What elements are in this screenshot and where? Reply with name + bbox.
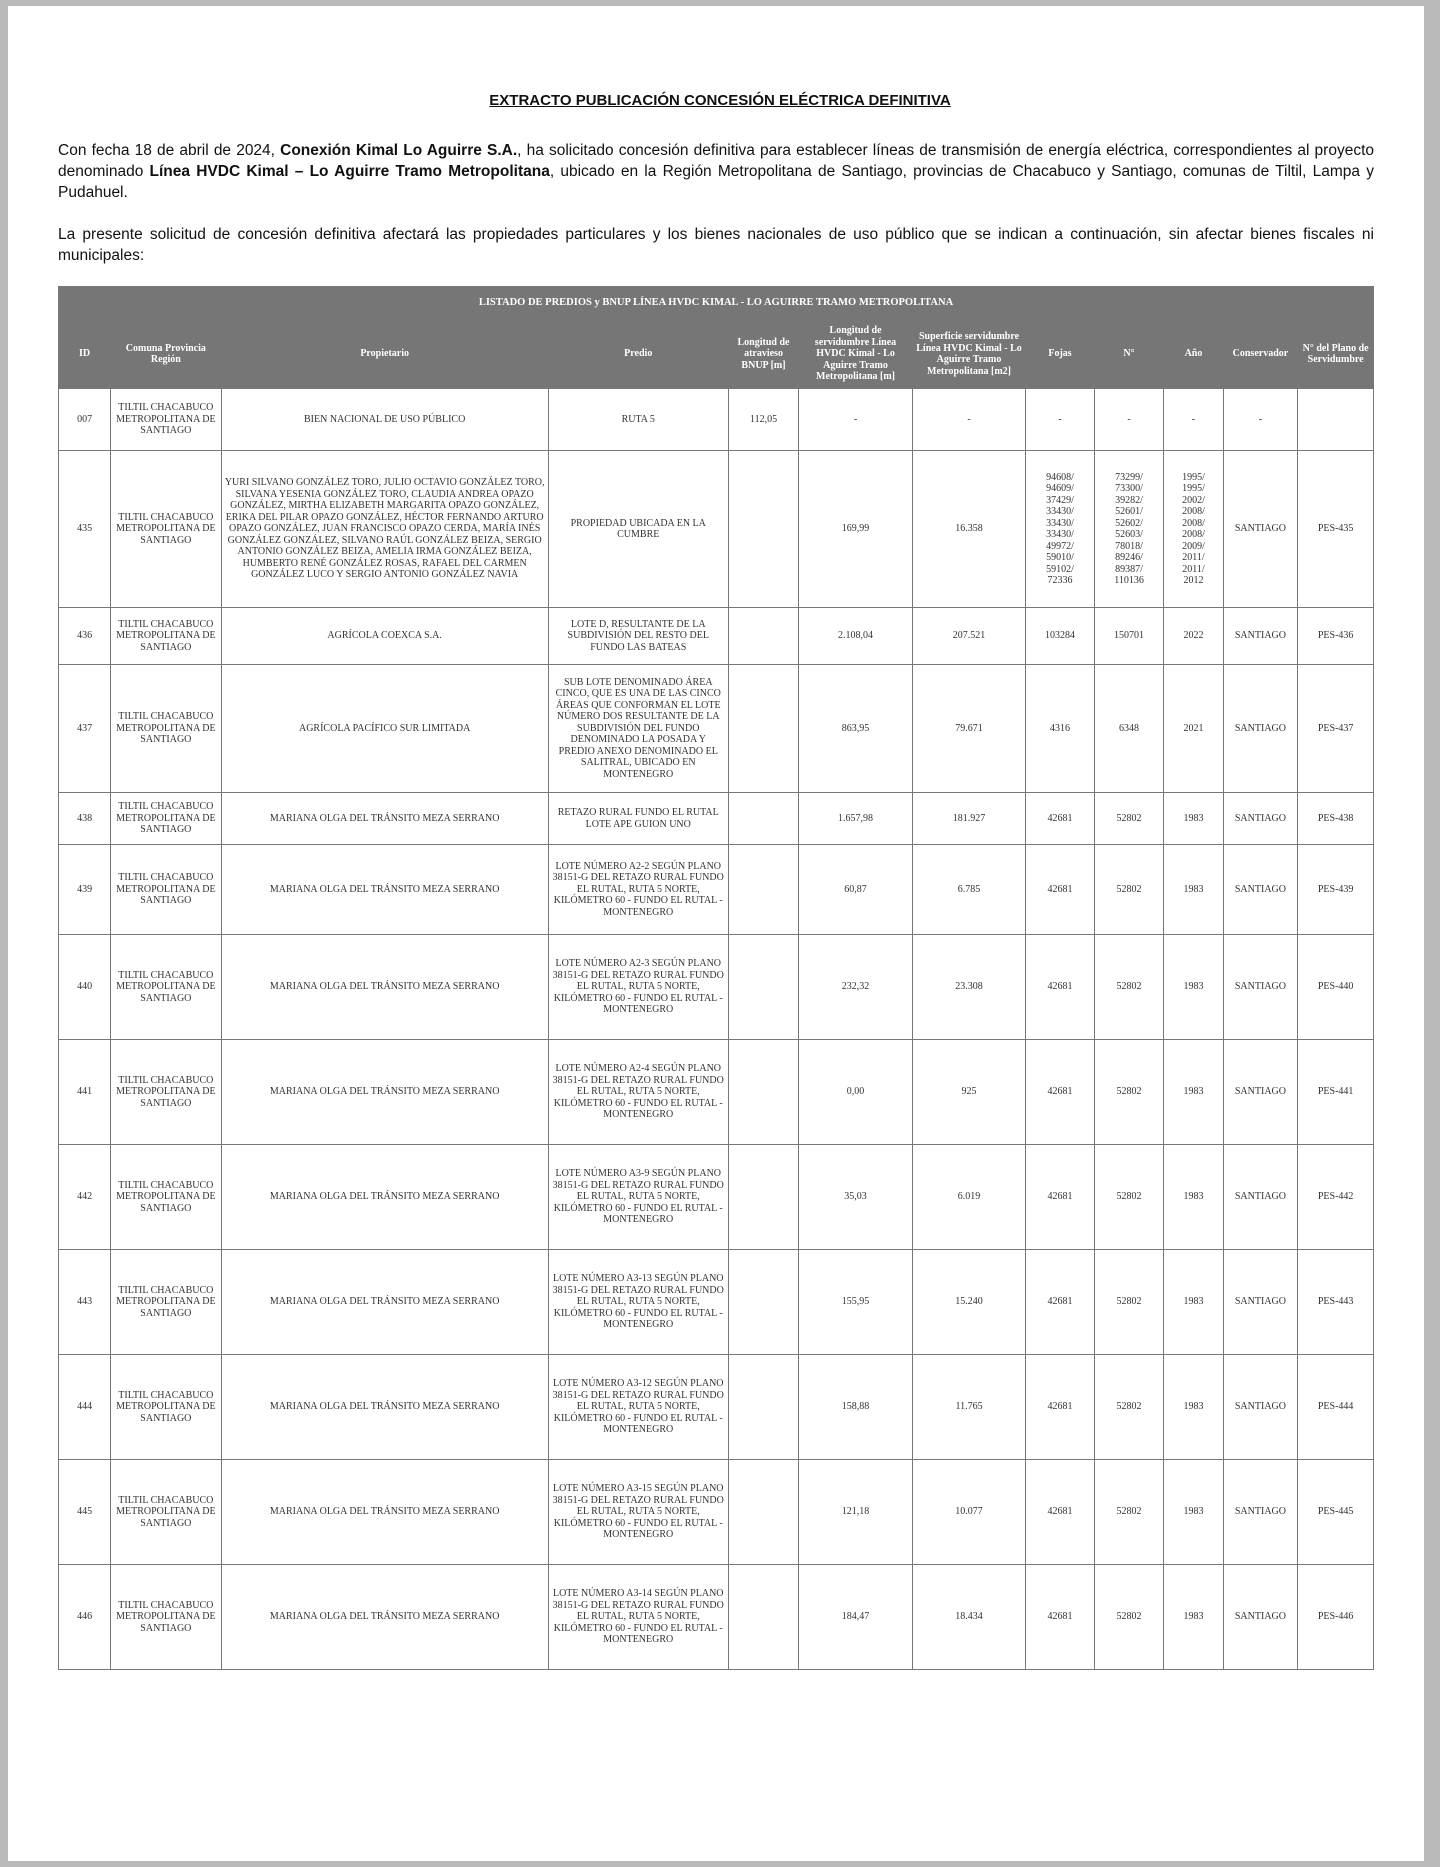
cell-numero: 73299/ 73300/ 39282/ 52601/ 52602/ 52603/ 78018/ 89246/ 89387/ 110136	[1094, 451, 1164, 608]
cell-anio: 1995/ 1995/ 2002/ 2008/ 2008/ 2008/ 2009/ 2011/ 2011/ 2012	[1164, 451, 1223, 608]
cell-superficie: 6.019	[912, 1145, 1026, 1250]
cell-comuna: TILTIL CHACABUCO METROPOLITANA DE SANTIAGO	[111, 451, 221, 608]
cell-longitud-bnup: 112,05	[728, 389, 799, 451]
cell-conservador: SANTIAGO	[1223, 1250, 1298, 1355]
cell-propietario: MARIANA OLGA DEL TRÁNSITO MEZA SERRANO	[221, 1460, 548, 1565]
cell-plano: PES-444	[1298, 1355, 1374, 1460]
cell-longitud-bnup	[728, 845, 799, 935]
company-name: Conexión Kimal Lo Aguirre S.A.	[280, 142, 518, 159]
cell-superficie: 10.077	[912, 1460, 1026, 1565]
cell-id: 446	[59, 1565, 111, 1670]
cell-longitud-bnup	[728, 451, 799, 608]
cell-conservador: SANTIAGO	[1223, 1355, 1298, 1460]
cell-superficie: 207.521	[912, 608, 1026, 665]
cell-numero: 150701	[1094, 608, 1164, 665]
cell-conservador: SANTIAGO	[1223, 935, 1298, 1040]
cell-fojas: 42681	[1026, 1145, 1095, 1250]
cell-superficie: 181.927	[912, 793, 1026, 845]
header-longitud-bnup: Longitud de atravieso BNUP [m]	[728, 320, 799, 389]
table-row	[59, 935, 1374, 1040]
table-row	[59, 1250, 1374, 1355]
cell-anio: -	[1164, 389, 1223, 451]
cell-anio: 1983	[1164, 1250, 1223, 1355]
cell-anio: 2022	[1164, 608, 1223, 665]
cell-propietario: MARIANA OLGA DEL TRÁNSITO MEZA SERRANO	[221, 1250, 548, 1355]
cell-propietario: MARIANA OLGA DEL TRÁNSITO MEZA SERRANO	[221, 1355, 548, 1460]
cell-superficie: 11.765	[912, 1355, 1026, 1460]
cell-predio: LOTE D, RESULTANTE DE LA SUBDIVISIÓN DEL RESTO DEL FUNDO LAS BATEAS	[548, 608, 728, 665]
cell-numero: 52802	[1094, 1040, 1164, 1145]
header-id: ID	[59, 320, 111, 389]
cell-propietario: MARIANA OLGA DEL TRÁNSITO MEZA SERRANO	[221, 845, 548, 935]
document-title: EXTRACTO PUBLICACIÓN CONCESIÓN ELÉCTRICA DEFINITIVA	[489, 92, 951, 109]
cell-predio: LOTE NÚMERO A3-12 SEGÚN PLANO 38151-G DEL RETAZO RURAL FUNDO EL RUTAL, RUTA 5 NORTE, KILÓMETRO 60 - FUNDO EL RUTAL - MONTENEGRO	[548, 1355, 728, 1460]
cell-plano: PES-441	[1298, 1040, 1374, 1145]
cell-id: 436	[59, 608, 111, 665]
cell-plano: PES-442	[1298, 1145, 1374, 1250]
cell-comuna: TILTIL CHACABUCO METROPOLITANA DE SANTIAGO	[111, 1460, 221, 1565]
cell-fojas: 42681	[1026, 1250, 1095, 1355]
cell-numero: 52802	[1094, 935, 1164, 1040]
cell-comuna: TILTIL CHACABUCO METROPOLITANA DE SANTIAGO	[111, 1250, 221, 1355]
cell-superficie: 6.785	[912, 845, 1026, 935]
cell-longitud-bnup	[728, 1040, 799, 1145]
cell-anio: 1983	[1164, 845, 1223, 935]
project-name: Línea HVDC Kimal – Lo Aguirre Tramo Metropolitana	[149, 163, 550, 180]
cell-id: 437	[59, 665, 111, 793]
cell-conservador: SANTIAGO	[1223, 1460, 1298, 1565]
table-row	[59, 1355, 1374, 1460]
cell-comuna: TILTIL CHACABUCO METROPOLITANA DE SANTIAGO	[111, 1145, 221, 1250]
cell-propietario: MARIANA OLGA DEL TRÁNSITO MEZA SERRANO	[221, 793, 548, 845]
cell-fojas: 94608/ 94609/ 37429/ 33430/ 33430/ 33430/ 49972/ 59010/ 59102/ 72336	[1026, 451, 1095, 608]
cell-anio: 1983	[1164, 1145, 1223, 1250]
table-row	[59, 1460, 1374, 1565]
cell-predio: LOTE NÚMERO A3-15 SEGÚN PLANO 38151-G DEL RETAZO RURAL FUNDO EL RUTAL, RUTA 5 NORTE, KILÓMETRO 60 - FUNDO EL RUTAL - MONTENEGRO	[548, 1460, 728, 1565]
cell-anio: 1983	[1164, 1040, 1223, 1145]
cell-plano: PES-439	[1298, 845, 1374, 935]
cell-longitud-bnup	[728, 935, 799, 1040]
cell-predio: LOTE NÚMERO A2-3 SEGÚN PLANO 38151-G DEL RETAZO RURAL FUNDO EL RUTAL, RUTA 5 NORTE, KILÓMETRO 60 - FUNDO EL RUTAL - MONTENEGRO	[548, 935, 728, 1040]
intro-paragraph	[58, 140, 1374, 203]
cell-id: 443	[59, 1250, 111, 1355]
cell-superficie: 15.240	[912, 1250, 1026, 1355]
cell-longitud-bnup	[728, 608, 799, 665]
cell-conservador: SANTIAGO	[1223, 845, 1298, 935]
cell-fojas: -	[1026, 389, 1095, 451]
cell-propietario: YURI SILVANO GONZÁLEZ TORO, JULIO OCTAVIO GONZÁLEZ TORO, SILVANA YESENIA GONZÁLEZ TORO, CLAUDIA ANDREA OPAZO GONZÁLEZ, MIRTHA ELIZABETH MARGARITA OPAZO GONZÁLEZ, ERIKA DEL PILAR OPAZO GONZÁLEZ, HÉCTOR FERNANDO ARTURO OPAZO GONZÁLEZ, JUAN FRANCISCO OPAZO CERDA, MARÍA INÉS GONZÁLEZ GONZÁLEZ, SILVANO RAÚL GONZÁLEZ BEIZA, SERGIO ANTONIO GONZÁLEZ BEIZA, AMELIA IRMA GONZÁLEZ BEIZA, HUMBERTO RENÉ GONZÁLEZ ROSAS, RAFAEL DEL CARMEN GONZÁLEZ LUCO Y SERGIO ANTONIO GONZÁLEZ NAVIA	[221, 451, 548, 608]
cell-superficie: 16.358	[912, 451, 1026, 608]
cell-predio: SUB LOTE DENOMINADO ÁREA CINCO, QUE ES UNA DE LAS CINCO ÁREAS QUE CONFORMAN EL LOTE NÚMERO DOS RESULTANTE DE LA SUBDIVISIÓN DEL FUNDO DENOMINADO LA POSADA Y PREDIO ANEXO DENOMINADO EL SALITRAL, UBICADO EN MONTENEGRO	[548, 665, 728, 793]
cell-longitud-bnup	[728, 665, 799, 793]
cell-propietario: AGRÍCOLA COEXCA S.A.	[221, 608, 548, 665]
cell-comuna: TILTIL CHACABUCO METROPOLITANA DE SANTIAGO	[111, 389, 221, 451]
header-conservador: Conservador	[1223, 320, 1298, 389]
table-row	[59, 1145, 1374, 1250]
cell-longitud-servidumbre: 0,00	[799, 1040, 913, 1145]
cell-predio: RUTA 5	[548, 389, 728, 451]
cell-propietario: AGRÍCOLA PACÍFICO SUR LIMITADA	[221, 665, 548, 793]
table-title: LISTADO DE PREDIOS y BNUP LÍNEA HVDC KIMAL - LO AGUIRRE TRAMO METROPOLITANA	[59, 287, 1374, 320]
cell-numero: 52802	[1094, 793, 1164, 845]
cell-longitud-servidumbre: 863,95	[799, 665, 913, 793]
cell-conservador: SANTIAGO	[1223, 1145, 1298, 1250]
cell-conservador: SANTIAGO	[1223, 608, 1298, 665]
cell-longitud-servidumbre: 158,88	[799, 1355, 913, 1460]
cell-predio: PROPIEDAD UBICADA EN LA CUMBRE	[548, 451, 728, 608]
cell-comuna: TILTIL CHACABUCO METROPOLITANA DE SANTIAGO	[111, 608, 221, 665]
table-row	[59, 845, 1374, 935]
cell-id: 444	[59, 1355, 111, 1460]
cell-id: 007	[59, 389, 111, 451]
cell-anio: 1983	[1164, 793, 1223, 845]
scope-paragraph: La presente solicitud de concesión definitiva afectará las propiedades particulares y los bienes nacionales de uso público que se indican a continuación, sin afectar bienes fiscales ni municipales:	[58, 226, 1374, 264]
cell-id: 438	[59, 793, 111, 845]
cell-fojas: 103284	[1026, 608, 1095, 665]
cell-numero: 52802	[1094, 1145, 1164, 1250]
cell-fojas: 42681	[1026, 935, 1095, 1040]
cell-superficie: 18.434	[912, 1565, 1026, 1670]
cell-propietario: MARIANA OLGA DEL TRÁNSITO MEZA SERRANO	[221, 1145, 548, 1250]
cell-comuna: TILTIL CHACABUCO METROPOLITANA DE SANTIAGO	[111, 1040, 221, 1145]
cell-propietario: MARIANA OLGA DEL TRÁNSITO MEZA SERRANO	[221, 935, 548, 1040]
cell-plano: PES-445	[1298, 1460, 1374, 1565]
cell-comuna: TILTIL CHACABUCO METROPOLITANA DE SANTIAGO	[111, 1355, 221, 1460]
cell-id: 440	[59, 935, 111, 1040]
cell-conservador: SANTIAGO	[1223, 1565, 1298, 1670]
cell-longitud-servidumbre: 35,03	[799, 1145, 913, 1250]
cell-superficie: 79.671	[912, 665, 1026, 793]
cell-numero: 52802	[1094, 1355, 1164, 1460]
cell-propietario: MARIANA OLGA DEL TRÁNSITO MEZA SERRANO	[221, 1040, 548, 1145]
cell-superficie: -	[912, 389, 1026, 451]
cell-predio: RETAZO RURAL FUNDO EL RUTAL LOTE APE GUION UNO	[548, 793, 728, 845]
table-row	[59, 608, 1374, 665]
cell-comuna: TILTIL CHACABUCO METROPOLITANA DE SANTIAGO	[111, 935, 221, 1040]
cell-longitud-servidumbre: 155,95	[799, 1250, 913, 1355]
table-row	[59, 389, 1374, 451]
cell-longitud-bnup	[728, 1355, 799, 1460]
cell-longitud-servidumbre: 2.108,04	[799, 608, 913, 665]
cell-id: 445	[59, 1460, 111, 1565]
cell-fojas: 42681	[1026, 1460, 1095, 1565]
cell-comuna: TILTIL CHACABUCO METROPOLITANA DE SANTIAGO	[111, 1565, 221, 1670]
cell-anio: 1983	[1164, 1355, 1223, 1460]
cell-superficie: 23.308	[912, 935, 1026, 1040]
cell-superficie: 925	[912, 1040, 1026, 1145]
cell-conservador: SANTIAGO	[1223, 793, 1298, 845]
cell-longitud-servidumbre: -	[799, 389, 913, 451]
cell-plano: PES-437	[1298, 665, 1374, 793]
cell-longitud-bnup	[728, 1565, 799, 1670]
table-row	[59, 451, 1374, 608]
cell-longitud-bnup	[728, 1460, 799, 1565]
cell-anio: 1983	[1164, 1460, 1223, 1565]
cell-fojas: 42681	[1026, 845, 1095, 935]
header-plano: N° del Plano de Servidumbre	[1298, 320, 1374, 389]
cell-anio: 1983	[1164, 935, 1223, 1040]
cell-numero: 6348	[1094, 665, 1164, 793]
header-comuna: Comuna Provincia Región	[111, 320, 221, 389]
cell-fojas: 42681	[1026, 1565, 1095, 1670]
cell-plano: PES-436	[1298, 608, 1374, 665]
cell-conservador: SANTIAGO	[1223, 665, 1298, 793]
cell-comuna: TILTIL CHACABUCO METROPOLITANA DE SANTIAGO	[111, 845, 221, 935]
cell-longitud-bnup	[728, 1145, 799, 1250]
cell-longitud-servidumbre: 60,87	[799, 845, 913, 935]
cell-longitud-servidumbre: 169,99	[799, 451, 913, 608]
cell-plano: PES-440	[1298, 935, 1374, 1040]
cell-predio: LOTE NÚMERO A2-2 SEGÚN PLANO 38151-G DEL RETAZO RURAL FUNDO EL RUTAL, RUTA 5 NORTE, KILÓMETRO 60 - FUNDO EL RUTAL - MONTENEGRO	[548, 845, 728, 935]
cell-plano	[1298, 389, 1374, 451]
cell-id: 442	[59, 1145, 111, 1250]
cell-conservador: -	[1223, 389, 1298, 451]
header-numero: N°	[1094, 320, 1164, 389]
cell-predio: LOTE NÚMERO A3-9 SEGÚN PLANO 38151-G DEL RETAZO RURAL FUNDO EL RUTAL, RUTA 5 NORTE, KILÓMETRO 60 - FUNDO EL RUTAL - MONTENEGRO	[548, 1145, 728, 1250]
cell-longitud-bnup	[728, 1250, 799, 1355]
properties-table	[58, 286, 1374, 1670]
cell-predio: LOTE NÚMERO A3-14 SEGÚN PLANO 38151-G DEL RETAZO RURAL FUNDO EL RUTAL, RUTA 5 NORTE, KILÓMETRO 60 - FUNDO EL RUTAL - MONTENEGRO	[548, 1565, 728, 1670]
cell-comuna: TILTIL CHACABUCO METROPOLITANA DE SANTIAGO	[111, 793, 221, 845]
cell-longitud-servidumbre: 121,18	[799, 1460, 913, 1565]
cell-id: 439	[59, 845, 111, 935]
intro-text-1: Con fecha 18 de abril de 2024,	[58, 142, 281, 159]
cell-conservador: SANTIAGO	[1223, 451, 1298, 608]
cell-comuna: TILTIL CHACABUCO METROPOLITANA DE SANTIAGO	[111, 665, 221, 793]
cell-predio: LOTE NÚMERO A2-4 SEGÚN PLANO 38151-G DEL RETAZO RURAL FUNDO EL RUTAL, RUTA 5 NORTE, KILÓMETRO 60 - FUNDO EL RUTAL - MONTENEGRO	[548, 1040, 728, 1145]
header-fojas: Fojas	[1026, 320, 1095, 389]
cell-fojas: 42681	[1026, 1355, 1095, 1460]
header-superficie: Superficie servidumbre Línea HVDC Kimal - Lo Aguirre Tramo Metropolitana [m2]	[912, 320, 1026, 389]
header-longitud-servidumbre: Longitud de servidumbre Línea HVDC Kimal - Lo Aguirre Tramo Metropolitana [m]	[799, 320, 913, 389]
cell-numero: 52802	[1094, 1250, 1164, 1355]
cell-numero: -	[1094, 389, 1164, 451]
cell-fojas: 4316	[1026, 665, 1095, 793]
cell-propietario: MARIANA OLGA DEL TRÁNSITO MEZA SERRANO	[221, 1565, 548, 1670]
cell-propietario: BIEN NACIONAL DE USO PÚBLICO	[221, 389, 548, 451]
header-propietario: Propietario	[221, 320, 548, 389]
cell-id: 435	[59, 451, 111, 608]
header-anio: Año	[1164, 320, 1223, 389]
cell-plano: PES-443	[1298, 1250, 1374, 1355]
cell-numero: 52802	[1094, 1565, 1164, 1670]
cell-longitud-servidumbre: 232,32	[799, 935, 913, 1040]
table-row	[59, 665, 1374, 793]
cell-id: 441	[59, 1040, 111, 1145]
intro-text-2: , ha solicitado concesión definitiva para establecer líneas de transmisión de energía eléctrica, correspondientes al proyecto denominado	[58, 142, 1374, 180]
cell-fojas: 42681	[1026, 793, 1095, 845]
cell-plano: PES-438	[1298, 793, 1374, 845]
header-predio: Predio	[548, 320, 728, 389]
cell-plano: PES-446	[1298, 1565, 1374, 1670]
cell-numero: 52802	[1094, 845, 1164, 935]
cell-anio: 1983	[1164, 1565, 1223, 1670]
cell-plano: PES-435	[1298, 451, 1374, 608]
cell-anio: 2021	[1164, 665, 1223, 793]
table-row	[59, 1565, 1374, 1670]
table-row	[59, 793, 1374, 845]
cell-predio: LOTE NÚMERO A3-13 SEGÚN PLANO 38151-G DEL RETAZO RURAL FUNDO EL RUTAL, RUTA 5 NORTE, KILÓMETRO 60 - FUNDO EL RUTAL - MONTENEGRO	[548, 1250, 728, 1355]
cell-longitud-servidumbre: 184,47	[799, 1565, 913, 1670]
cell-conservador: SANTIAGO	[1223, 1040, 1298, 1145]
cell-fojas: 42681	[1026, 1040, 1095, 1145]
intro-text-3: , ubicado en la Región Metropolitana de Santiago, provincias de Chacabuco y Santiago, comunas de Tiltil, Lampa y Pudahuel.	[58, 163, 1374, 201]
cell-longitud-servidumbre: 1.657,98	[799, 793, 913, 845]
table-row	[59, 1040, 1374, 1145]
cell-longitud-bnup	[728, 793, 799, 845]
cell-numero: 52802	[1094, 1460, 1164, 1565]
